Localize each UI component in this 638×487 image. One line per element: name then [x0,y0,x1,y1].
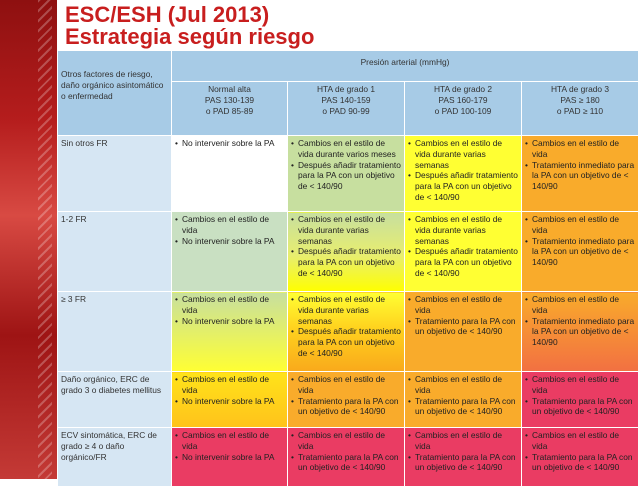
list-item: • Tratamiento para la PA con un objetivo de < 140/90 [408,396,518,418]
list-item: • Después añadir tratamiento para la PA con un objetivo de < 140/90 [291,326,401,358]
list-item: • No intervenir sobre la PA [175,316,284,327]
table-cell [288,212,405,292]
column-header-normal-alta: Normal alta PAS 130-139 o PAD 85-89 [172,82,288,136]
list-item: • Cambios en el estilo de vida durante varias semanas [408,138,518,170]
table-cell [172,292,288,372]
table-row [58,372,638,428]
column-header-hta-grado-2: HTA de grado 2 PAS 160-179 o PAD 100-109 [405,82,522,136]
table-cell [522,292,638,372]
list-item: • Cambios en el estilo de vida [525,294,635,316]
table-cell [288,292,405,372]
row-label: Sin otros FR [58,136,172,212]
blood-pressure-group-header: Presión arterial (mmHg) [172,51,638,82]
table-row [58,212,638,292]
list-item: • Tratamiento inmediato para la PA con un objetivo de < 140/90 [525,160,635,192]
row-label: 1-2 FR [58,212,172,292]
row-label: ECV sintomática, ERC de grado ≥ 4 o daño orgánico/FR [58,428,172,487]
table-cell [522,136,638,212]
table-cell [405,428,522,487]
list-item: • Tratamiento para la PA con un objetivo de < 140/90 [525,452,635,474]
table-cell [522,212,638,292]
list-item: • Cambios en el estilo de vida [291,374,401,396]
list-item: • Después añadir tratamiento para la PA con un objetivo de < 140/90 [408,246,518,278]
list-item: • Cambios en el estilo de vida [175,430,284,452]
table-row [58,136,638,212]
list-item: • No intervenir sobre la PA [175,396,284,407]
table-row [58,428,638,487]
slide-subtitle: Estrategia según riesgo [65,26,314,48]
list-item: • Tratamiento inmediato para la PA con un objetivo de < 140/90 [525,316,635,348]
table-cell [405,292,522,372]
table-cell [288,372,405,428]
list-item: • Cambios en el estilo de vida durante varias semanas [291,214,401,246]
table-cell [288,428,405,487]
list-item: • Cambios en el estilo de vida [408,374,518,396]
list-item: • No intervenir sobre la PA [175,452,284,463]
column-header-hta-grado-1: HTA de grado 1 PAS 140-159 o PAD 90-99 [288,82,405,136]
table-cell [405,212,522,292]
table-cell [405,372,522,428]
row-label: ≥ 3 FR [58,292,172,372]
table-cell [172,428,288,487]
list-item: • Cambios en el estilo de vida [291,430,401,452]
list-item: • Cambios en el estilo de vida durante varias semanas [408,214,518,246]
list-item: • Cambios en el estilo de vida [525,138,635,160]
list-item: • Cambios en el estilo de vida [408,430,518,452]
list-item: • Cambios en el estilo de vida [175,214,284,236]
list-item: • Cambios en el estilo de vida durante varias semanas [291,294,401,326]
list-item: • Después añadir tratamiento para la PA con un objetivo de < 140/90 [408,170,518,202]
list-item: • Cambios en el estilo de vida [175,374,284,396]
decorative-stripes [38,0,52,479]
risk-strategy-table [57,50,638,487]
table-cell [405,136,522,212]
list-item: • Después añadir tratamiento para la PA con un objetivo de < 140/90 [291,160,401,192]
table-cell [288,136,405,212]
list-item: • Tratamiento para la PA con un objetivo de < 140/90 [408,316,518,338]
table-cell [172,136,288,212]
list-item: • No intervenir sobre la PA [175,138,284,149]
list-item: • No intervenir sobre la PA [175,236,284,247]
table-cell [172,212,288,292]
list-item: • Cambios en el estilo de vida [408,294,518,316]
table-cell [172,372,288,428]
list-item: • Cambios en el estilo de vida [525,214,635,236]
list-item: • Tratamiento inmediato para la PA con un objetivo de < 140/90 [525,236,635,268]
list-item: • Cambios en el estilo de vida [525,430,635,452]
list-item: • Cambios en el estilo de vida durante varios meses [291,138,401,160]
list-item: • Cambios en el estilo de vida [525,374,635,396]
list-item: • Tratamiento para la PA con un objetivo de < 140/90 [291,396,401,418]
table-cell [522,428,638,487]
table-cell [522,372,638,428]
column-header-hta-grado-3: HTA de grado 3 PAS ≥ 180 o PAD ≥ 110 [522,82,638,136]
row-label: Daño orgánico, ERC de grado 3 o diabetes mellitus [58,372,172,428]
slide-title: ESC/ESH (Jul 2013) [65,4,269,26]
list-item: • Tratamiento para la PA con un objetivo de < 140/90 [291,452,401,474]
list-item: • Cambios en el estilo de vida [175,294,284,316]
corner-header: Otros factores de riesgo, daño orgánico asintomático o enfermedad [58,51,172,136]
list-item: • Tratamiento para la PA con un objetivo de < 140/90 [408,452,518,474]
list-item: • Tratamiento para la PA con un objetivo de < 140/90 [525,396,635,418]
table-row [58,292,638,372]
list-item: • Después añadir tratamiento para la PA con un objetivo de < 140/90 [291,246,401,278]
